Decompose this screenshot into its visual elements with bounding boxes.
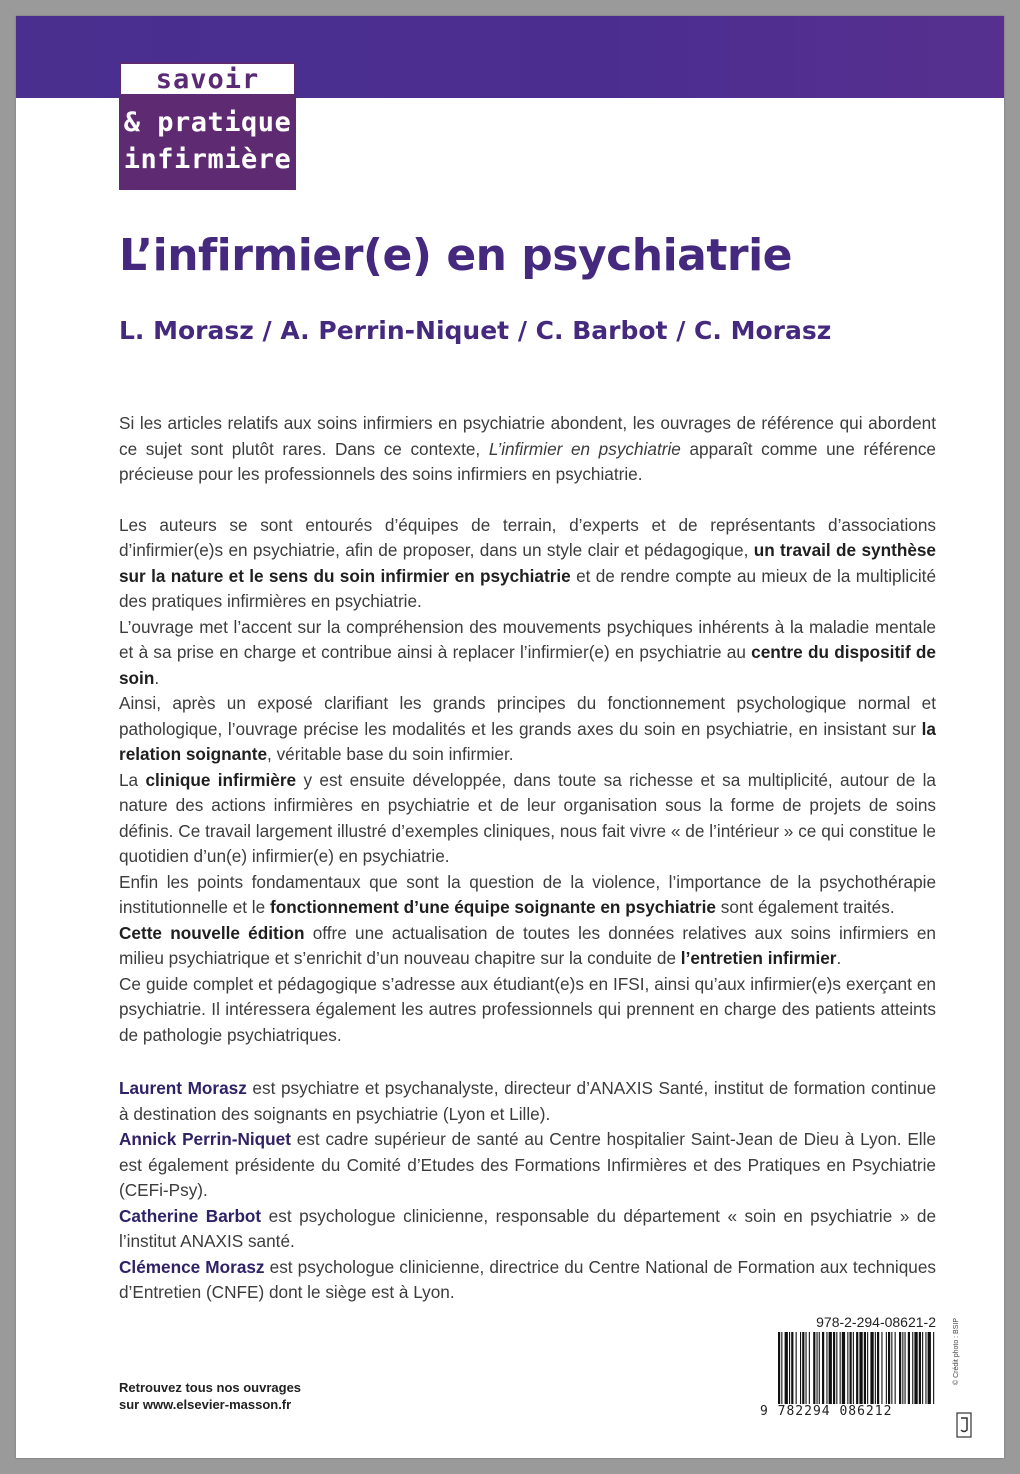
barcode-bar	[902, 1332, 903, 1412]
blurb-paragraph-8: Ce guide complet et pédagogique s’adresse aux étudiant(e)s en IFSI, ainsi qu’aux infirmier(e)s exerçant en psychiatrie. Il intéressera également les autres professionnels qui prennent en charge des patients atteints de pathologie psychiatriques.	[119, 973, 936, 1045]
barcode-bar	[881, 1332, 882, 1412]
barcode-bar	[875, 1332, 876, 1412]
barcode-bar	[802, 1332, 804, 1412]
barcode-bar	[813, 1332, 815, 1412]
barcode-bar	[840, 1332, 841, 1412]
barcode-bar	[891, 1332, 892, 1412]
photo-credit: © Crédit photo : BSIP	[953, 1317, 961, 1386]
barcode-bar	[925, 1332, 926, 1412]
isbn-number: 978-2-294-08621-2	[816, 1314, 936, 1330]
barcode-bar	[905, 1332, 906, 1412]
barcode-bar	[933, 1332, 934, 1412]
author-bio: Annick Perrin-Niquet est cadre supérieur de santé au Centre hospitalier Saint-Jean de Dieu à Lyon. Elle est également présidente du Comité d’Etudes des Formations Infirmières et des Pratiques en Psychiatrie (CEFi-Psy).	[119, 1129, 936, 1200]
barcode-bar	[791, 1332, 793, 1412]
barcode-bar	[778, 1332, 780, 1412]
barcode-bar	[800, 1332, 801, 1412]
series-line-infirmiere: infirmière	[123, 144, 292, 175]
publisher-website-note	[119, 1379, 301, 1413]
book-back-cover	[16, 16, 1004, 1458]
barcode-bar	[870, 1332, 873, 1412]
blurb-paragraph-6: Enfin les points fondamentaux que sont la question de la violence, l’importance de la psychothérapie institutionnelle et le fonctionnement d’une équipe soignante en psychiatrie sont également traités.	[119, 871, 936, 917]
barcode-bar	[912, 1332, 913, 1412]
barcode-bar	[789, 1332, 790, 1412]
barcode-bar	[908, 1332, 910, 1412]
barcode-bar	[888, 1332, 890, 1412]
barcode-bar	[822, 1332, 824, 1412]
barcode-bar	[928, 1332, 931, 1412]
book-title: L’infirmier(e) en psychiatrie	[119, 230, 792, 281]
barcode-bar	[859, 1332, 862, 1412]
book-authors: L. Morasz / A. Perrin-Niquet / C. Barbot / C. Morasz	[119, 316, 832, 345]
blurb-paragraph-3: L’ouvrage met l’accent sur la compréhension des mouvements psychiques inhérents à la maladie mentale et à sa prise en charge et contribue ainsi à replacer l’infirmier(e) en psychiatrie au centre du dispositif de soin.	[119, 616, 936, 688]
barcode-bar	[877, 1332, 879, 1412]
author-bio: Catherine Barbot est psychologue clinicienne, responsable du département « soin en psychiatrie » de l’institut ANAXIS santé.	[119, 1205, 936, 1251]
barcode-bar	[806, 1332, 807, 1412]
blurb-paragraph-5: La clinique infirmière y est ensuite développée, dans toute sa richesse et sa multiplicité, autour de la nature des actions infirmières en psychiatrie et de leur organisation sous la forme de projets de soins définis. Ce travail largement illustré d’exemples cliniques, nous fait vivre « de l’intérieur » ce qui constitue le quotidien d’un(e) infirmier(e) en psychiatrie.	[119, 769, 936, 866]
barcode-bar	[847, 1332, 848, 1412]
blurb-paragraph-2: Les auteurs se sont entourés d’équipes de terrain, d’experts et de représentants d’associations d’infirmier(e)s en psychiatrie, afin de proposer, dans un style clair et pédagogique, un travail de synthèse sur la nature et le sens du soin infirmier en psychiatrie et de rendre compte au mieux de la multiplicité des pratiques infirmières en psychiatrie.	[119, 514, 936, 611]
barcode-bar	[817, 1332, 818, 1412]
barcode-bar	[914, 1332, 917, 1412]
barcode-bar	[922, 1332, 923, 1412]
barcode-bar	[829, 1332, 832, 1412]
barcode-bar	[842, 1332, 845, 1412]
author-bios	[119, 1076, 936, 1306]
barcode-bar	[819, 1332, 820, 1412]
author-bio: Clémence Morasz est psychologue clinicienne, directrice du Centre National de Formation aux techniques d’Entretien (CNFE) dont le siège est à Lyon.	[119, 1256, 936, 1302]
author-bio: Laurent Morasz est psychiatre et psychanalyste, directeur d’ANAXIS Santé, institut de formation continue à destination des soignants en psychiatrie (Lyon et Lille).	[119, 1078, 936, 1124]
barcode-bar	[919, 1332, 921, 1412]
barcode-bar	[895, 1332, 896, 1412]
barcode-bar	[836, 1332, 837, 1412]
barcode-bar	[833, 1332, 835, 1412]
barcode-bar	[809, 1332, 810, 1412]
blurb-paragraph-1: Si les articles relatifs aux soins infirmiers en psychiatrie abondent, les ouvrages de référence qui abordent ce sujet sont plutôt rares. Dans ce contexte, L’infirmier en psychiatrie apparaît comme une référence précieuse pour les professionnels des soins infirmiers en psychiatrie.	[119, 413, 936, 484]
barcode-bar	[796, 1332, 797, 1412]
barcode-digits: 9 782294 086212	[760, 1404, 938, 1419]
barcode-bar	[899, 1332, 901, 1412]
barcode-bar	[781, 1332, 782, 1412]
barcode-bar	[886, 1332, 887, 1412]
blurb-paragraph-4: Ainsi, après un exposé clarifiant les grands principes du fonctionnement psychologique normal et pathologique, l’ouvrage précise les modalités et les grands axes du soin en psychiatrie, en insistant sur la relation soignante, véritable base du soin infirmier.	[119, 693, 936, 764]
barcode-bar	[785, 1332, 788, 1412]
website-line-1: Retrouvez tous nos ouvrages	[119, 1380, 302, 1395]
blurb-paragraph-7: Cette nouvelle édition offre une actualisation de toutes les données relatives aux soins infirmiers en milieu psychiatrique et s’enrichit d’un nouveau chapitre sur la conduite de l’entretien infirmier.	[119, 922, 936, 968]
barcode-bar	[826, 1332, 827, 1412]
series-logo	[119, 62, 296, 190]
series-line-savoir: savoir	[119, 62, 296, 96]
barcode-bar	[864, 1332, 866, 1412]
blurb	[119, 411, 936, 1048]
barcode-bar	[867, 1332, 868, 1412]
barcode-bar	[856, 1332, 858, 1412]
barcode-bar	[850, 1332, 852, 1412]
series-line-pratique: & pratique	[123, 107, 292, 138]
barcode-bar	[853, 1332, 854, 1412]
website-line-2: sur www.elsevier-masson.fr	[119, 1397, 292, 1412]
publisher-mark-icon	[956, 1412, 972, 1438]
